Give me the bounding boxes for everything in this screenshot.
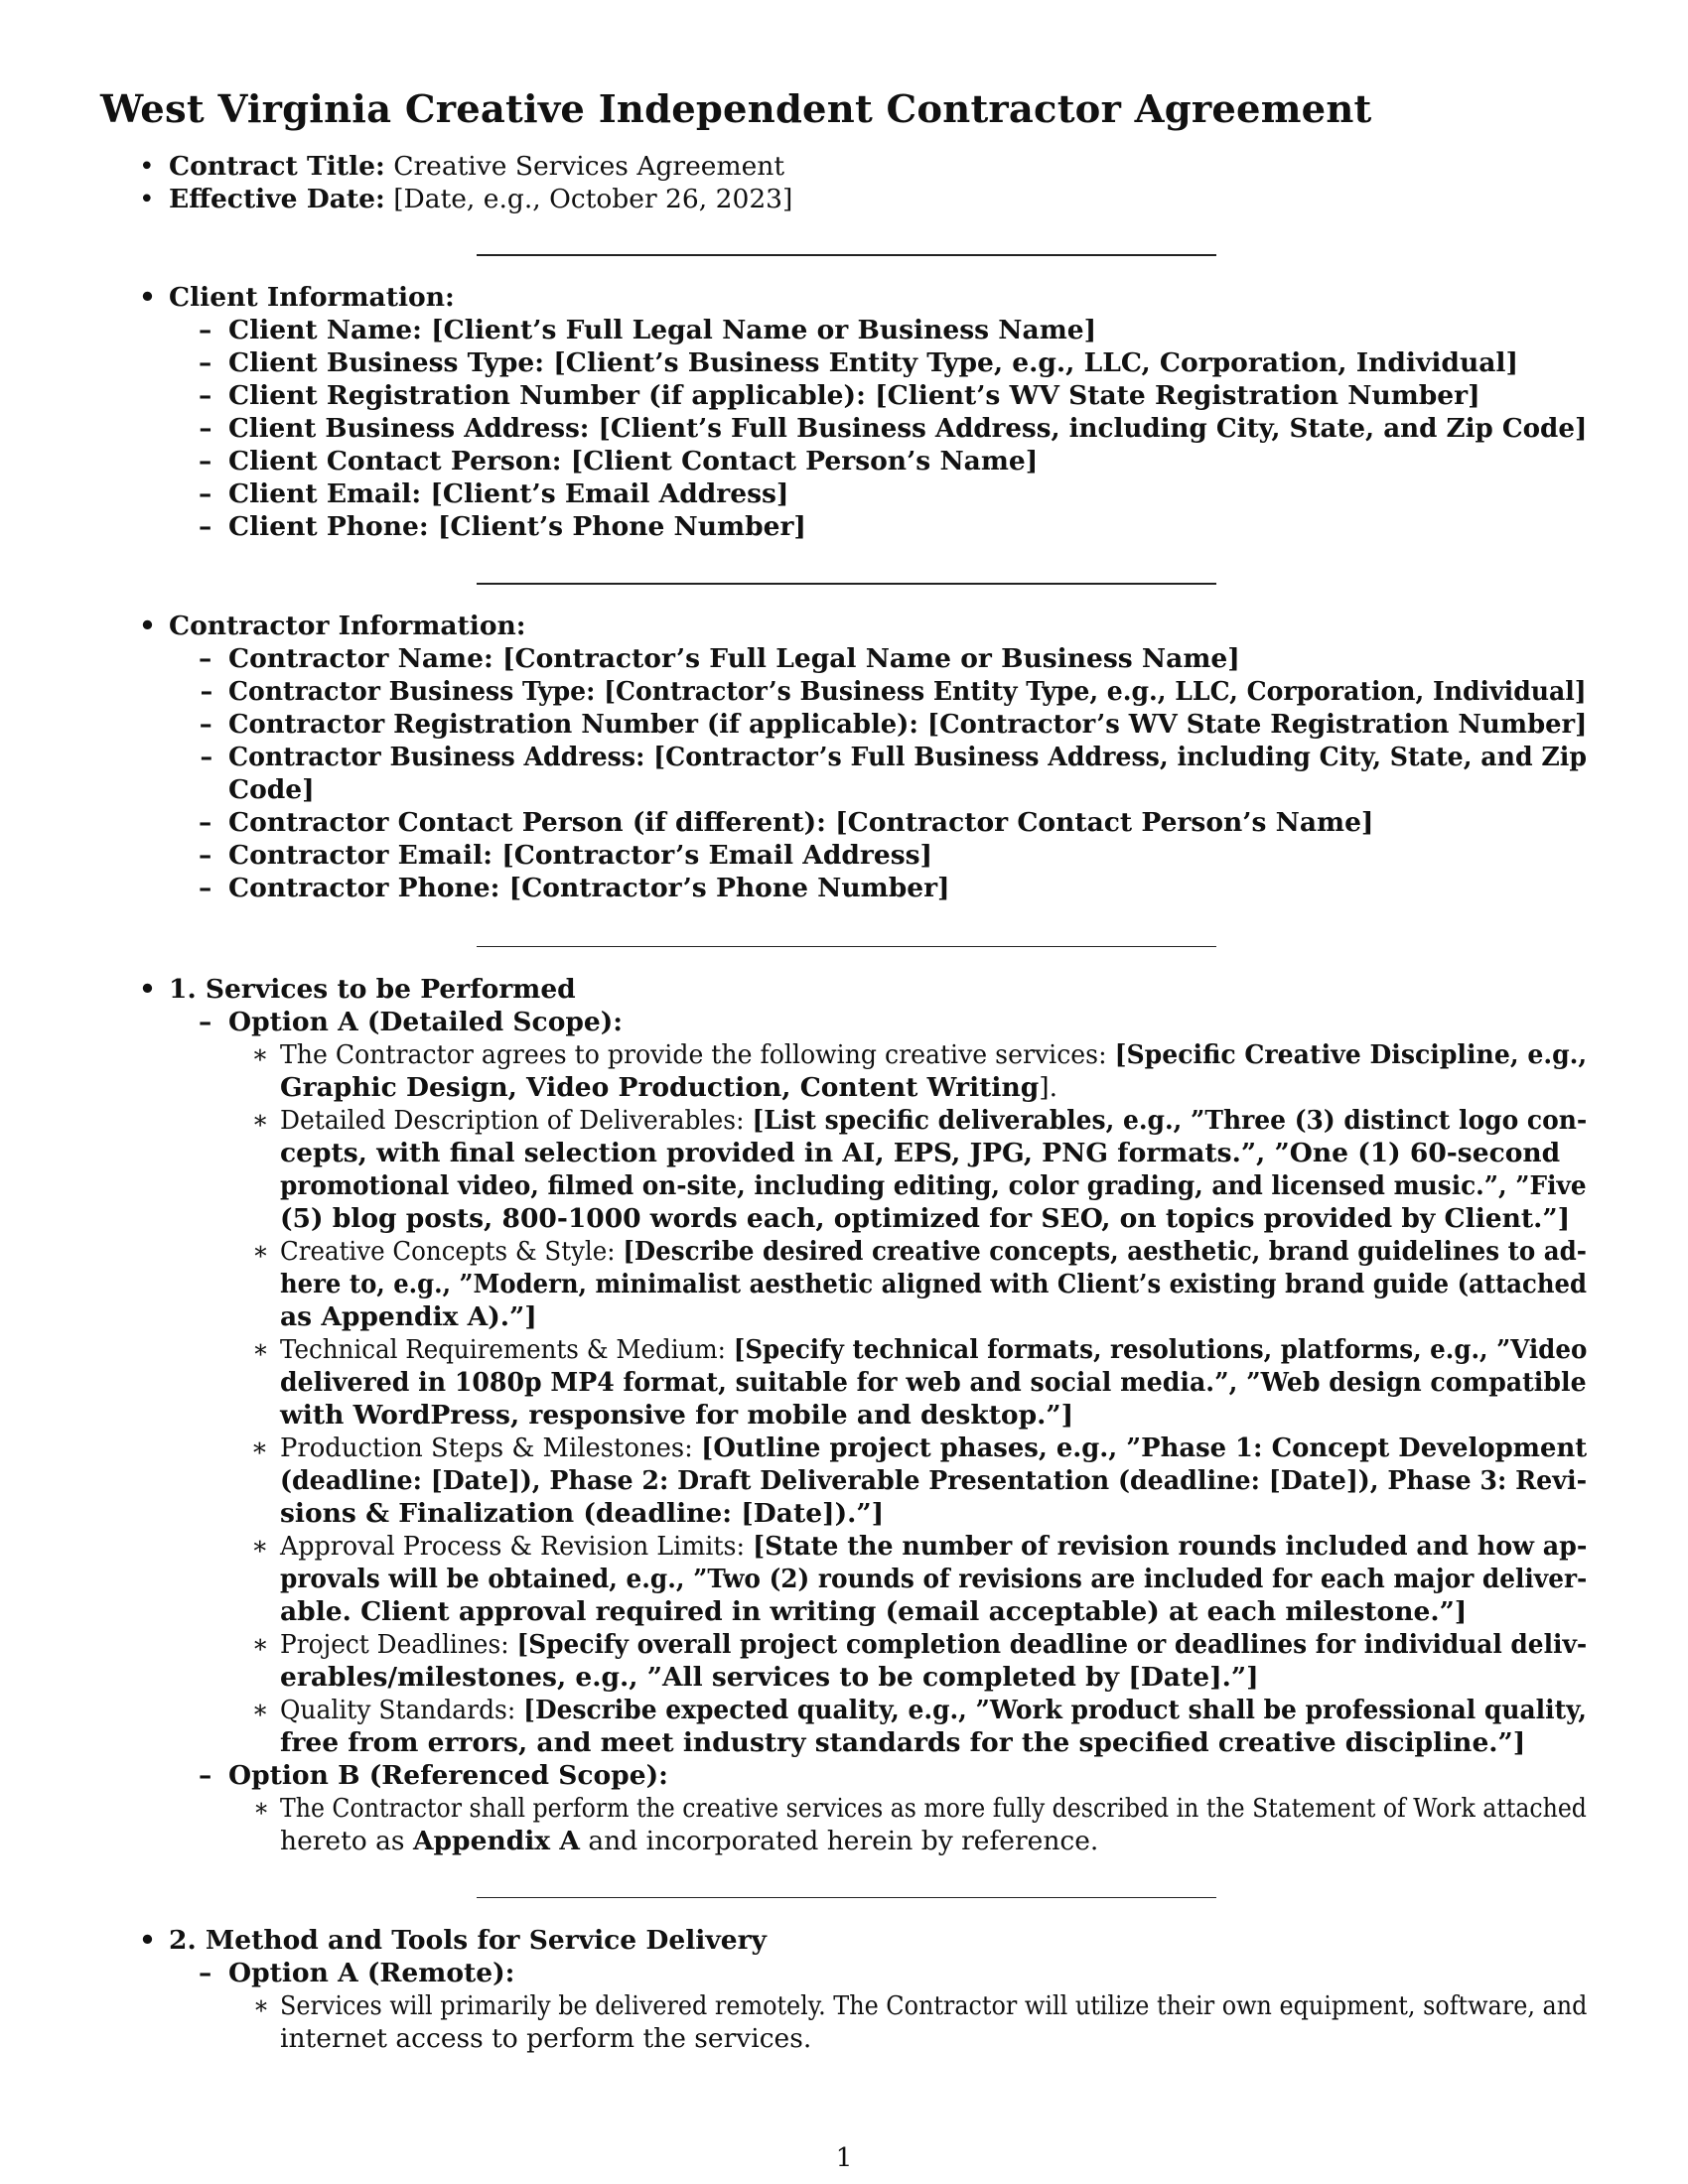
deliverables-label: Detailed Description of Deliverables:	[280, 1105, 745, 1136]
client-contact-item: – Client Contact Person: [Client Contact Person’s Name]	[228, 445, 1038, 478]
project-deadlines-continued: erables/milestones, e.g., ”All services to be completed by [Date].”]	[280, 1662, 1259, 1693]
deliverables-value: [List specific deliverables, e.g., ”Three (3) distinct logo con-	[752, 1105, 1588, 1136]
contractor-phone-item: – Contractor Phone: [Contractor’s Phone Number]	[228, 872, 950, 904]
contractor-registration-item: – Contractor Registration Number (if applicable): [Contractor’s WV State Registration Number]	[228, 708, 1587, 741]
contract-title-value: Creative Services Agreement	[393, 151, 784, 182]
appendix-a-reference: Appendix A	[412, 1826, 580, 1856]
services-value-continued: Graphic Design, Video Production, Content Writing	[280, 1072, 1040, 1103]
section-divider	[477, 254, 1216, 256]
creative-concepts-continued: here to, e.g., ”Modern, minimalist aesthetic aligned with Client’s existing brand guide (attached	[280, 1269, 1587, 1299]
client-email-item: – Client Email: [Client’s Email Address]	[228, 478, 788, 510]
referenced-scope-post: and incorporated herein by reference.	[588, 1826, 1099, 1856]
section-1-option-b-heading: – Option B (Referenced Scope):	[228, 1759, 668, 1792]
creative-concepts-value: [Describe desired creative concepts, aesthetic, brand guidelines to ad-	[623, 1236, 1587, 1267]
quality-standards-item	[280, 1694, 1587, 1726]
quality-standards-continued: free from errors, and meet industry standards for the specified creative discipline.”]	[280, 1727, 1526, 1758]
contract-title-line	[169, 150, 784, 183]
technical-requirements-continued: with WordPress, responsive for mobile and desktop.”]	[280, 1400, 1074, 1431]
client-registration-item: – Client Registration Number (if applicable): [Client’s WV State Registration Number]	[228, 379, 1480, 412]
contractor-email-item: – Contractor Email: [Contractor’s Email Address]	[228, 839, 932, 872]
client-business-type-item: – Client Business Type: [Client’s Business Entity Type, e.g., LLC, Corporation, Individual]	[228, 346, 1518, 379]
project-deadlines-item	[280, 1628, 1587, 1661]
creative-concepts-continued: as Appendix A).”]	[280, 1301, 537, 1332]
document-title: West Virginia Creative Independent Contractor Agreement	[100, 87, 1372, 132]
contractor-address-continued: Code]	[228, 774, 315, 805]
section-1-heading: • 1. Services to be Performed	[169, 973, 576, 1006]
services-item-continued	[280, 1071, 1057, 1104]
services-label: The Contractor agrees to provide the following creative services:	[280, 1039, 1107, 1070]
approval-process-continued: able. Client approval required in writing (email acceptable) at each milestone.”]	[280, 1596, 1468, 1627]
approval-process-continued: provals will be obtained, e.g., ”Two (2) rounds of revisions are included for each major deliver-	[280, 1564, 1588, 1594]
approval-process-label: Approval Process & Revision Limits:	[280, 1531, 746, 1562]
quality-standards-label: Quality Standards:	[280, 1695, 516, 1725]
effective-date-label: Effective Date:	[169, 184, 385, 214]
services-item	[280, 1038, 1587, 1071]
referenced-scope-continued	[280, 1825, 1098, 1857]
creative-concepts-item	[280, 1235, 1587, 1268]
client-name-item: – Client Name: [Client’s Full Legal Name or Business Name]	[228, 314, 1096, 346]
section-2-heading: • 2. Method and Tools for Service Delivery	[169, 1924, 767, 1957]
services-value: [Specific Creative Discipline, e.g.,	[1114, 1039, 1588, 1070]
production-steps-continued: sions & Finalization (deadline: [Date]).”]	[280, 1498, 885, 1529]
approval-process-value: [State the number of revision rounds included and how ap-	[753, 1531, 1588, 1562]
services-close: ].	[1039, 1072, 1058, 1103]
remote-delivery-continued: internet access to perform the services.	[280, 2023, 812, 2054]
section-1-option-a-heading: – Option A (Detailed Scope):	[228, 1006, 623, 1038]
referenced-scope-pre: hereto as	[280, 1826, 405, 1856]
client-info-heading: • Client Information:	[169, 281, 455, 314]
deliverables-item	[280, 1104, 1587, 1137]
contract-title-label: Contract Title:	[169, 151, 385, 182]
contractor-contact-item: – Contractor Contact Person (if different): [Contractor Contact Person’s Name]	[228, 806, 1373, 839]
technical-requirements-continued: delivered in 1080p MP4 format, suitable for web and social media.”, ”Web design compatible	[280, 1367, 1587, 1398]
client-phone-item: – Client Phone: [Client’s Phone Number]	[228, 510, 806, 543]
quality-standards-value: [Describe expected quality, e.g., ”Work product shall be professional quality,	[523, 1695, 1587, 1725]
technical-requirements-value: [Specify technical formats, resolutions, platforms, e.g., ”Video	[733, 1334, 1588, 1365]
production-steps-value: [Outline project phases, e.g., ”Phase 1: Concept Development	[701, 1433, 1588, 1463]
section-divider	[477, 946, 1216, 947]
client-address-item: – Client Business Address: [Client’s Full Business Address, including City, State, and Zip Code]	[228, 412, 1587, 445]
contractor-business-type-item: – Contractor Business Type: [Contractor’s Business Entity Type, e.g., LLC, Corporation, Individual]	[228, 675, 1587, 708]
project-deadlines-label: Project Deadlines:	[280, 1629, 509, 1660]
contractor-name-item: – Contractor Name: [Contractor’s Full Legal Name or Business Name]	[228, 642, 1240, 675]
project-deadlines-value: [Specify overall project completion deadline or deadlines for individual deliv-	[516, 1629, 1588, 1660]
production-steps-item	[280, 1432, 1587, 1464]
technical-requirements-item	[280, 1333, 1587, 1366]
section-2-option-a-heading: – Option A (Remote):	[228, 1957, 514, 1989]
production-steps-label: Production Steps & Milestones:	[280, 1433, 693, 1463]
creative-concepts-label: Creative Concepts & Style:	[280, 1236, 616, 1267]
section-divider	[477, 1897, 1216, 1898]
deliverables-continued: cepts, with final selection provided in AI, EPS, JPG, PNG formats.”, ”One (1) 60-second	[280, 1138, 1561, 1168]
remote-delivery-item: ∗ Services will primarily be delivered remotely. The Contractor will utilize their own equipment, software, and	[280, 1989, 1587, 2022]
page-number: 1	[835, 2142, 853, 2173]
deliverables-continued: promotional video, filmed on-site, including editing, color grading, and licensed music.”, ”Five	[280, 1170, 1587, 1201]
section-divider	[477, 583, 1216, 585]
effective-date-line	[169, 183, 792, 215]
deliverables-continued: (5) blog posts, 800-1000 words each, optimized for SEO, on topics provided by Client.”]	[280, 1203, 1571, 1234]
effective-date-value: [Date, e.g., October 26, 2023]	[393, 184, 793, 214]
technical-requirements-label: Technical Requirements & Medium:	[280, 1334, 726, 1365]
contractor-address-item: – Contractor Business Address: [Contractor’s Full Business Address, including City, State, and Zip	[228, 741, 1587, 773]
contractor-info-heading: • Contractor Information:	[169, 610, 526, 642]
approval-process-item	[280, 1530, 1587, 1563]
production-steps-continued: (deadline: [Date]), Phase 2: Draft Deliverable Presentation (deadline: [Date]), Phase 3: Revi-	[280, 1465, 1588, 1496]
referenced-scope-item: ∗ The Contractor shall perform the creative services as more fully described in the Statement of Work attached	[280, 1792, 1587, 1825]
